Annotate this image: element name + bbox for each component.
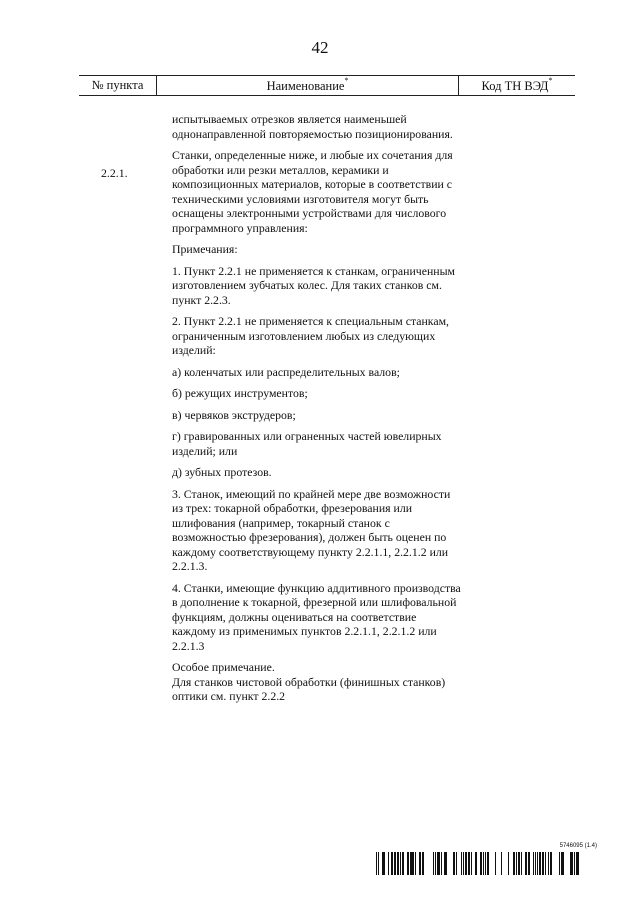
paragraph: 1. Пункт 2.2.1 не применяется к станкам, ограниченным изготовлением зубчатых колес. Для таких станков см. пункт 2.2.3.	[172, 263, 455, 307]
item-number: 2.2.1.	[101, 166, 128, 180]
paragraph: г) гравированных или ограненных частей ювелирных изделий; или	[172, 429, 442, 458]
header-tn-ved-code: Код ТН ВЭД*	[481, 76, 553, 94]
paragraph: 2. Пункт 2.2.1 не применяется к специальным станкам, ограниченным изготовлением любых из следующих изделий:	[172, 314, 450, 357]
paragraph: в) червяков экструдеров;	[172, 407, 296, 422]
paragraph: а) коленчатых или распределительных валов;	[172, 364, 400, 379]
item-description	[172, 112, 462, 711]
paragraph: Станки, определенные ниже, и любые их сочетания для обработки или резки металлов, керамики и композиционных материалов, которые в соответствии с техническими условиями изготовителя могут быть оснащены электронными устройствами для числового программного управления:	[172, 148, 453, 235]
paragraph: 3. Станок, имеющий по крайней мере две возможности из трех: токарной обработки, фрезерования или шлифования (например, токарный станок с возможностью фрезерования), должен быть оценен по каждому соответствующему пункту 2.2.1.1, 2.2.1.2 или 2.2.1.3.	[172, 486, 451, 573]
paragraph: 4. Станки, имеющие функцию аддитивного производства в дополнение к токарной, фрезерной или шлифовальной функциям, должны оцениваться на соответствие каждому из применимых пунктов 2.2.1.1, 2.2.1.2 или 2.2.1.3	[172, 580, 461, 653]
paragraph: Особое примечание.	[172, 660, 275, 674]
header-name: Наименование*	[266, 76, 349, 94]
paragraph: Примечания:	[172, 242, 238, 256]
barcode-id: 5746095 (1.4)	[559, 843, 597, 849]
table-header-top-rule	[79, 75, 575, 76]
paragraph: д) зубных протезов.	[172, 465, 272, 479]
barcode	[376, 852, 581, 875]
page-number: 42	[311, 38, 329, 57]
paragraph: б) режущих инструментов;	[172, 386, 308, 400]
table-header-bottom-rule	[79, 95, 575, 96]
header-item-number: № пункта	[91, 78, 144, 92]
paragraph: испытываемых отрезков является наименьшей однонаправленной повторяемостью позиционирования.	[172, 112, 453, 141]
paragraph: Для станков чистовой обработки (финишных станков) оптики см. пункт 2.2.2	[172, 674, 446, 703]
